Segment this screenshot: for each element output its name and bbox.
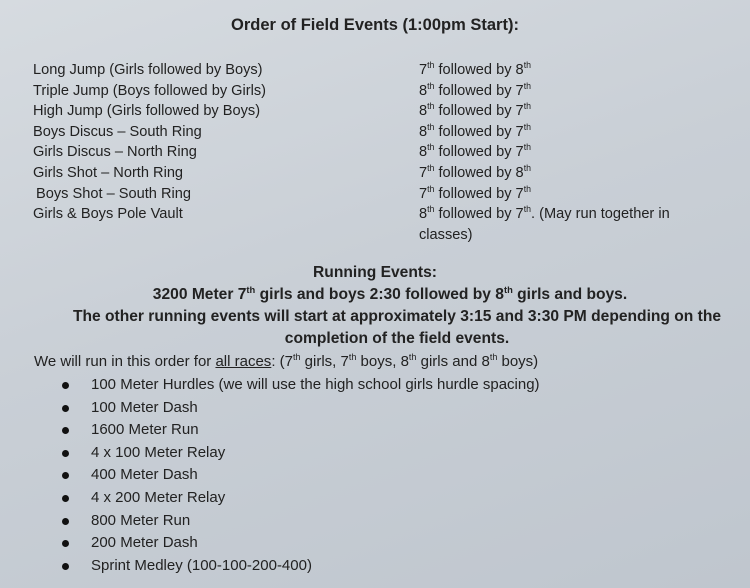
field-event-order: 8th followed by 7th <box>419 121 531 140</box>
race-label: Sprint Medley (100-100-200-400) <box>91 556 312 574</box>
race-label: 4 x 200 Meter Relay <box>91 488 226 506</box>
field-event-row <box>33 142 733 163</box>
field-event-row <box>33 163 733 184</box>
field-event-row <box>33 101 733 122</box>
field-event-name: Long Jump (Girls followed by Boys) <box>33 62 263 78</box>
field-event-name: Girls & Boys Pole Vault <box>33 206 183 223</box>
bullet-icon <box>62 518 69 525</box>
race-label: 100 Meter Hurdles (we will use the high school girls hurdle spacing) <box>91 376 540 393</box>
field-event-name: Boys Shot – South Ring <box>36 185 191 202</box>
field-event-name: High Jump (Girls followed by Boys) <box>33 103 261 120</box>
field-event-name: Triple Jump (Boys followed by Girls) <box>33 82 267 99</box>
field-event-order: 7th followed by 7th <box>419 183 531 202</box>
field-event-order: 8th followed by 7th <box>419 101 531 120</box>
bullet-icon <box>62 472 69 479</box>
field-event-name: Girls Shot – North Ring <box>33 164 184 181</box>
running-3200-note: 3200 Meter 7th girls and boys 2:30 followed by 8th girls and boys. <box>152 284 628 303</box>
field-event-order: 8th followed by 7th <box>419 142 531 161</box>
race-label: 4 x 100 Meter Relay <box>91 443 226 461</box>
field-event-row <box>33 122 733 143</box>
bullet-icon <box>62 540 69 547</box>
field-event-order: 8th followed by 7th. (May run together in <box>419 204 670 223</box>
field-event-order: 8th followed by 7th <box>419 80 531 99</box>
race-label: 400 Meter Dash <box>91 466 198 484</box>
race-order-note: We will run in this order for all races: (7th girls, 7th boys, 8th girls and 8th boys) <box>34 352 539 370</box>
field-event-row <box>33 184 733 205</box>
bullet-icon <box>62 495 69 502</box>
field-events-list <box>33 60 733 243</box>
race-label: 800 Meter Run <box>91 511 191 529</box>
bullet-icon <box>62 405 69 412</box>
race-label: 100 Meter Dash <box>91 398 198 416</box>
running-events-heading: Running Events: <box>313 264 437 281</box>
field-event-name: Girls Discus – North Ring <box>33 144 197 161</box>
all-races-underline: all races <box>215 353 272 370</box>
field-event-row <box>33 204 733 243</box>
race-label: 200 Meter Dash <box>91 534 198 552</box>
bullet-icon <box>62 563 69 570</box>
bullet-icon <box>62 450 69 457</box>
bullet-icon <box>62 382 69 389</box>
field-event-row <box>33 60 733 81</box>
field-event-order: 7th followed by 8th <box>419 60 531 78</box>
field-event-name: Boys Discus – South Ring <box>33 123 202 140</box>
race-label: 1600 Meter Run <box>91 421 199 439</box>
field-event-order: 7th followed by 8th <box>419 163 531 181</box>
field-event-order-continuation: classes) <box>419 226 473 243</box>
running-start-note: The other running events will start at approximately 3:15 and 3:30 PM depending on the completion of the field events. <box>72 308 722 347</box>
page-title: Order of Field Events (1:00pm Start): <box>231 16 519 34</box>
bullet-icon <box>62 427 69 434</box>
field-event-row <box>33 81 733 102</box>
